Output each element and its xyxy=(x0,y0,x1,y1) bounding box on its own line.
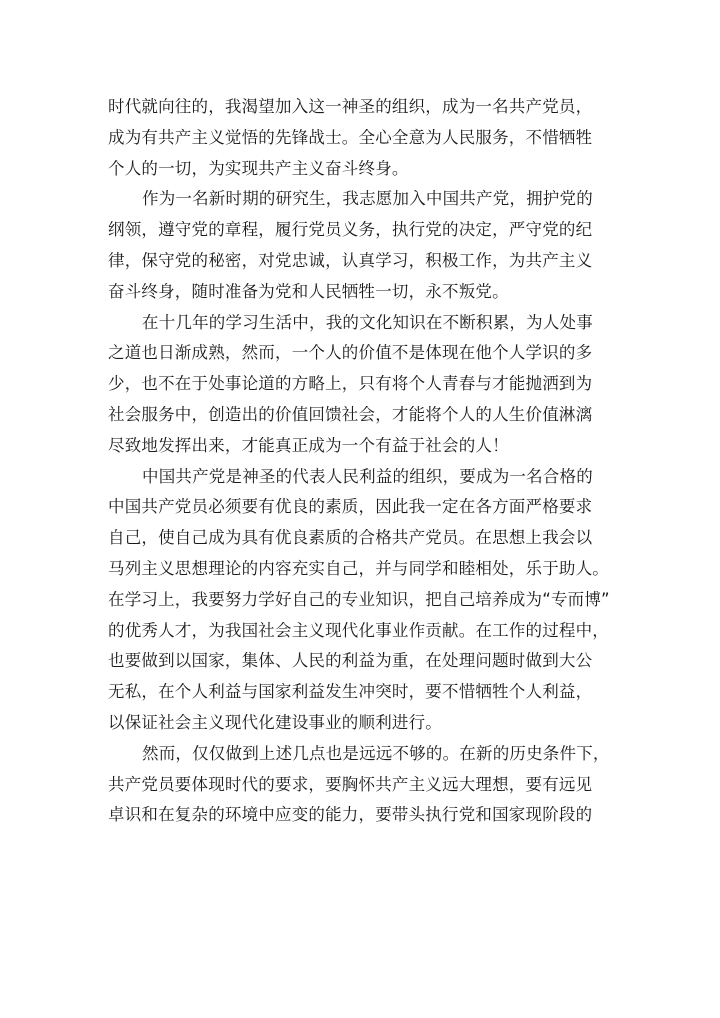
text-line: 纲领，遵守党的章程，履行党员义务，执行党的决定，严守党的纪 xyxy=(108,220,593,240)
text-line: 之道也日渐成熟，然而，一个人的价值不是体现在他个人学识的多 xyxy=(108,343,593,363)
text-line: 无私，在个人利益与国家利益发生冲突时，要不惜牺牲个人利益， xyxy=(108,682,593,702)
text-line: 尽致地发挥出来，才能真正成为一个有益于社会的人！ xyxy=(108,435,509,455)
text-line: 在学习上，我要努力学好自己的专业知识，把自己培养成为“专而博” xyxy=(108,589,610,609)
text-line: 少，也不在于处事论道的方略上，只有将个人青春与才能抛洒到为 xyxy=(108,374,593,394)
text-line: 卓识和在复杂的环境中应变的能力，要带头执行党和国家现阶段的 xyxy=(108,805,593,825)
text-line: 自己，使自己成为具有优良素质的合格共产党员。在思想上我会以 xyxy=(108,528,593,548)
document-body xyxy=(108,92,608,831)
text-line: 律，保守党的秘密，对党忠诚，认真学习，积极工作，为共产主义 xyxy=(108,250,593,270)
text-line: 共产党员要体现时代的要求，要胸怀共产主义远大理想，要有远见 xyxy=(108,774,593,794)
text-line: 奋斗终身，随时准备为党和人民牺牲一切，永不叛党。 xyxy=(108,281,509,301)
text-line: 马列主义思想理论的内容充实自己，并与同学和睦相处，乐于助人。 xyxy=(108,558,609,578)
text-line: 以保证社会主义现代化建设事业的顺利进行。 xyxy=(108,712,442,732)
text-line: 时代就向往的，我渴望加入这一神圣的组织，成为一名共产党员， xyxy=(108,97,593,116)
paragraph-first-line: 中国共产党是神圣的代表人民利益的组织，要成为一名合格的 xyxy=(142,466,593,486)
text-line: 的优秀人才，为我国社会主义现代化事业作贡献。在工作的过程中， xyxy=(108,620,609,640)
text-line: 也要做到以国家，集体、人民的利益为重，在处理问题时做到大公 xyxy=(108,651,593,671)
text-line: 成为有共产主义觉悟的先锋战士。全心全意为人民服务，不惜牺牲 xyxy=(108,127,593,147)
text-line: 个人的一切，为实现共产主义奋斗终身。 xyxy=(108,158,409,178)
text-line: 社会服务中，创造出的价值回馈社会，才能将个人的人生价值淋漓 xyxy=(108,404,593,424)
paragraph-first-line: 作为一名新时期的研究生，我志愿加入中国共产党，拥护党的 xyxy=(142,189,593,209)
paragraph-first-line: 在十几年的学习生活中，我的文化知识在不断积累，为人处事 xyxy=(142,312,593,332)
paragraph-first-line: 然而，仅仅做到上述几点也是远远不够的。在新的历史条件下， xyxy=(142,743,610,763)
text-line: 中国共产党员必须要有优良的素质，因此我一定在各方面严格要求 xyxy=(108,497,593,517)
